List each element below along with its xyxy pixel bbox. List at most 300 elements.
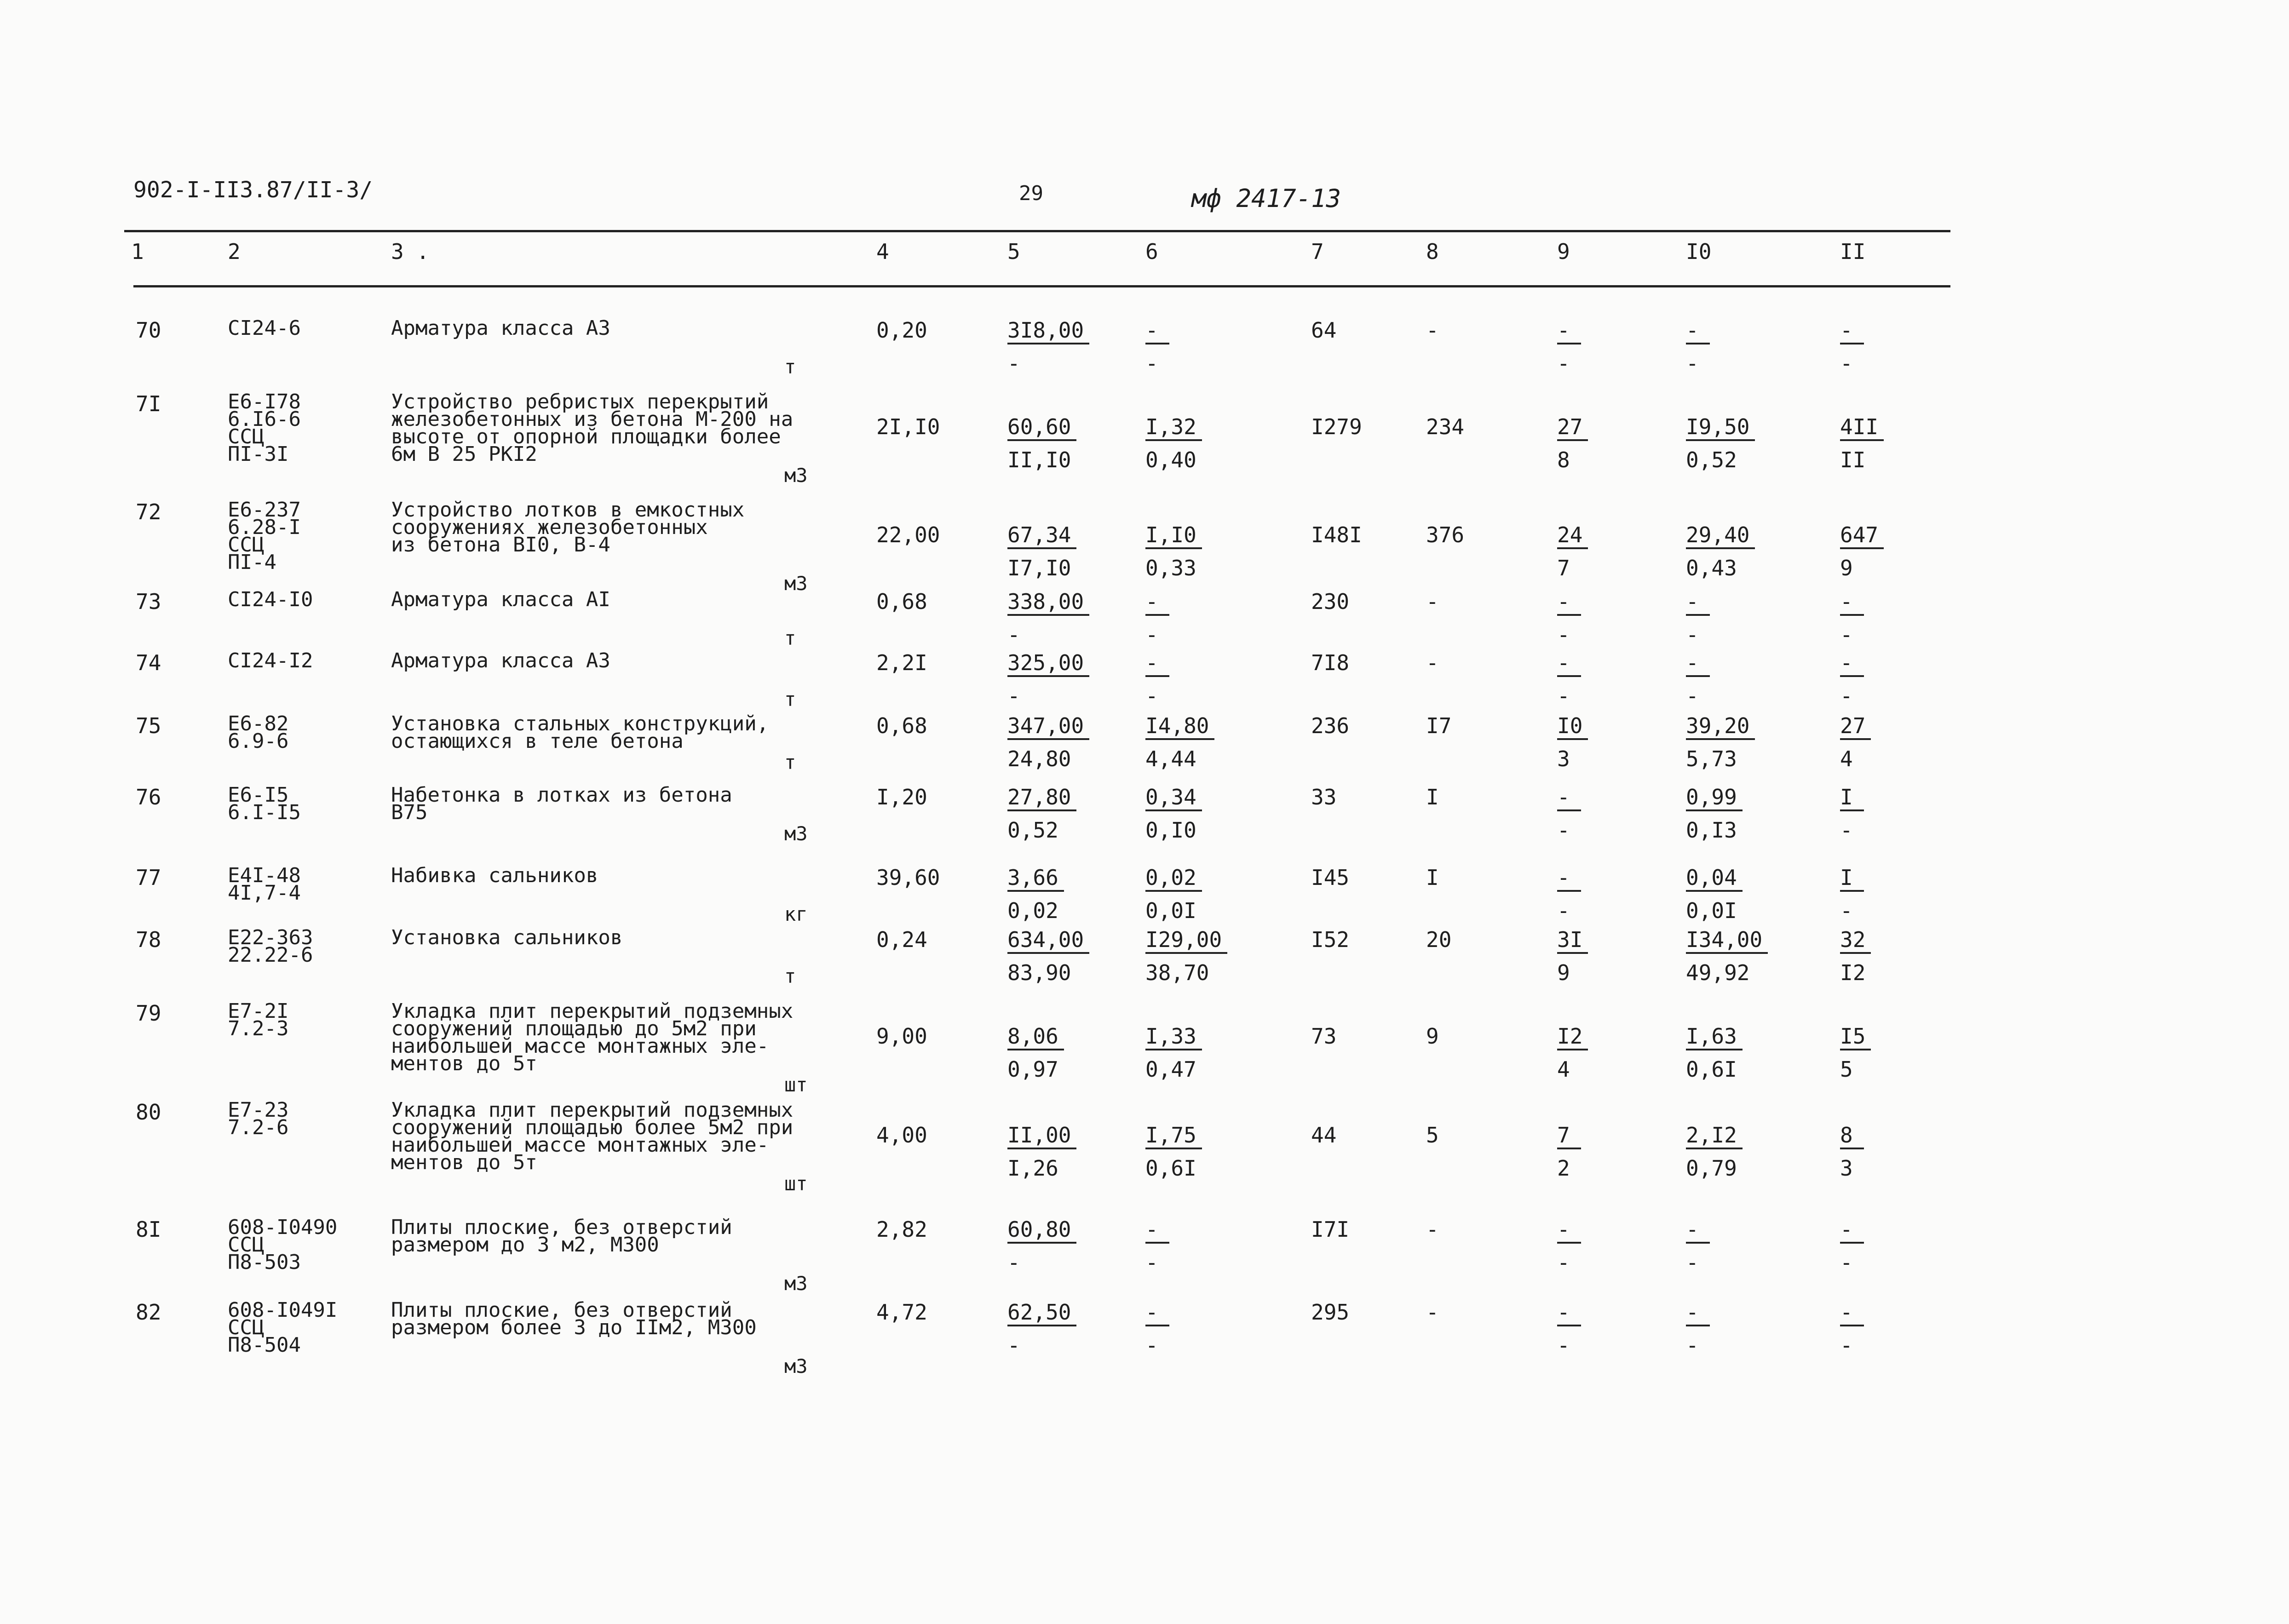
work-description-line: Устройство лотков в емкостных <box>391 498 745 522</box>
unit-cost-total-denominator: I,26 <box>1007 1156 1058 1181</box>
unit-cost-machines-numerator: I,75 <box>1145 1125 1202 1149</box>
unit-cost-total <box>1007 1026 1064 1080</box>
unit-cost-machines-denominator: 0,0I <box>1145 898 1196 923</box>
unit-cost-machines <box>1145 1125 1202 1179</box>
unit-cost-machines <box>1145 1302 1169 1356</box>
work-description-line: высоте от опорной площадки более <box>391 425 781 448</box>
unit-cost-machines <box>1145 591 1169 645</box>
column-header-3: 3 . <box>391 239 430 264</box>
unit-of-measure: м3 <box>784 1355 808 1377</box>
unit-cost-total-denominator: I7,I0 <box>1007 556 1071 580</box>
labor-total-denominator: 9 <box>1840 556 1853 580</box>
rate-code-line: П8-504 <box>228 1333 301 1357</box>
labor-per-unit <box>1686 652 1710 706</box>
rate-code-line: ПI-4 <box>228 551 276 574</box>
unit-of-measure: м3 <box>784 572 808 595</box>
rate-code-line: 4I,7-4 <box>228 881 301 905</box>
unit-cost-total <box>1007 1302 1076 1356</box>
column-header-10: I0 <box>1686 239 1712 264</box>
unit-of-measure: т <box>784 688 796 711</box>
column-header-4: 4 <box>876 239 889 264</box>
labor-total-numerator: 4II <box>1840 416 1884 441</box>
machine-cost-denominator: - <box>1557 898 1570 923</box>
unit-cost-total-denominator: - <box>1007 1333 1020 1358</box>
rate-code-line: CI24-I2 <box>228 649 313 672</box>
work-description-line: Укладка плит перекрытий подземных <box>391 1098 794 1122</box>
wages-cost: - <box>1426 1300 1439 1325</box>
machine-cost <box>1557 416 1588 471</box>
labor-per-unit <box>1686 524 1755 579</box>
labor-per-unit <box>1686 1125 1743 1179</box>
quantity: I,20 <box>876 785 927 809</box>
quantity: 4,00 <box>876 1123 927 1148</box>
unit-cost-total <box>1007 1219 1076 1273</box>
labor-per-unit-numerator: - <box>1686 1219 1710 1244</box>
labor-total-denominator: II <box>1840 448 1866 472</box>
labor-total-denominator: I2 <box>1840 960 1866 985</box>
machine-cost <box>1557 591 1581 645</box>
labor-total-numerator: - <box>1840 1302 1864 1326</box>
labor-per-unit-numerator: 39,20 <box>1686 715 1755 740</box>
quantity: 2,82 <box>876 1217 927 1242</box>
machine-cost-numerator: - <box>1557 1219 1581 1244</box>
labor-per-unit-denominator: - <box>1686 1250 1699 1275</box>
labor-total-denominator: 5 <box>1840 1057 1853 1082</box>
machine-cost <box>1557 786 1581 841</box>
quantity: 0,24 <box>876 927 927 952</box>
labor-total-numerator: 27 <box>1840 715 1871 740</box>
labor-per-unit <box>1686 416 1755 471</box>
labor-per-unit-denominator: 5,73 <box>1686 746 1737 771</box>
column-header-11: II <box>1840 239 1866 264</box>
labor-per-unit <box>1686 1026 1743 1080</box>
unit-cost-machines-numerator: - <box>1145 320 1169 344</box>
unit-cost-total <box>1007 715 1089 769</box>
unit-cost-total-numerator: 60,80 <box>1007 1219 1076 1244</box>
work-description-line: Арматура класса АI <box>391 588 610 611</box>
rate-code-line: 6.9-6 <box>228 729 289 753</box>
labor-total-numerator: - <box>1840 320 1864 344</box>
machine-cost-numerator: - <box>1557 1302 1581 1326</box>
unit-of-measure: м3 <box>784 1272 808 1295</box>
unit-cost-total-denominator: II,I0 <box>1007 448 1071 472</box>
machine-cost-denominator: - <box>1557 818 1570 843</box>
row-number: 82 <box>136 1300 161 1325</box>
rate-code-line: Е6-237 <box>228 498 301 522</box>
labor-per-unit-denominator: 0,0I <box>1686 898 1737 923</box>
labor-total-denominator: - <box>1840 898 1853 923</box>
labor-per-unit-numerator: - <box>1686 652 1710 677</box>
unit-cost-total-denominator: 0,02 <box>1007 898 1058 923</box>
machine-cost-numerator: - <box>1557 652 1581 677</box>
unit-cost-machines-denominator: - <box>1145 683 1158 708</box>
labor-per-unit-denominator: - <box>1686 622 1699 647</box>
row-number: 8I <box>136 1217 161 1242</box>
machine-cost <box>1557 1302 1581 1356</box>
labor-total-denominator: 4 <box>1840 746 1853 771</box>
unit-cost-total-numerator: 27,80 <box>1007 786 1076 811</box>
unit-cost-machines <box>1145 416 1202 471</box>
quantity: 22,00 <box>876 522 940 547</box>
labor-total <box>1840 1302 1864 1356</box>
rate-code-line: Е22-363 <box>228 926 313 949</box>
unit-cost-machines <box>1145 524 1202 579</box>
unit-cost-machines-denominator: 0,33 <box>1145 556 1196 580</box>
rate-code-line: CI24-I0 <box>228 588 313 611</box>
unit-cost-machines-denominator: 4,44 <box>1145 746 1196 771</box>
unit-cost-total-denominator: - <box>1007 1250 1020 1275</box>
unit-of-measure: шт <box>784 1172 808 1195</box>
document-code: 902-I-II3.87/II-3/ <box>133 177 373 203</box>
work-description-line: размером до 3 м2, М300 <box>391 1233 659 1257</box>
machine-cost-denominator: - <box>1557 683 1570 708</box>
wages-cost: 376 <box>1426 522 1465 547</box>
column-header-2: 2 <box>228 239 241 264</box>
sheet-stamp: мф 2417-13 <box>1191 184 1341 213</box>
machine-cost <box>1557 929 1588 983</box>
machine-cost-numerator: - <box>1557 786 1581 811</box>
page-number: 29 <box>1019 182 1043 205</box>
machine-cost-numerator: - <box>1557 867 1581 892</box>
labor-total-denominator: - <box>1840 622 1853 647</box>
row-number: 73 <box>136 589 161 614</box>
work-description-line: В75 <box>391 801 428 824</box>
unit-cost-total-numerator: 62,50 <box>1007 1302 1076 1326</box>
machine-cost-numerator: 3I <box>1557 929 1588 954</box>
column-header-6: 6 <box>1145 239 1158 264</box>
work-description-line: сооружениях железобетонных <box>391 516 708 539</box>
total-cost: 44 <box>1311 1123 1337 1148</box>
unit-of-measure: т <box>784 965 796 987</box>
unit-cost-machines-denominator: - <box>1145 351 1158 376</box>
labor-total-numerator: I5 <box>1840 1026 1871 1050</box>
unit-cost-machines <box>1145 715 1214 769</box>
wages-cost: I <box>1426 865 1439 890</box>
work-description-line: из бетона ВI0, В-4 <box>391 533 610 557</box>
work-description-line: наибольшей массе монтажных эле- <box>391 1034 769 1058</box>
unit-cost-total-denominator: 0,97 <box>1007 1057 1058 1082</box>
rate-code-line: Е6-82 <box>228 712 289 735</box>
labor-per-unit <box>1686 786 1743 841</box>
labor-per-unit-numerator: - <box>1686 320 1710 344</box>
machine-cost-denominator: - <box>1557 1250 1570 1275</box>
work-description-line: 6м В 25 РКI2 <box>391 442 537 466</box>
work-description-line: Набивка сальников <box>391 864 598 887</box>
machine-cost <box>1557 652 1581 706</box>
unit-cost-total <box>1007 786 1076 841</box>
labor-per-unit-numerator: - <box>1686 591 1710 616</box>
unit-cost-machines <box>1145 786 1202 841</box>
rate-code-line: Е4I-48 <box>228 864 301 887</box>
labor-total <box>1840 1125 1864 1179</box>
work-description-line: Плиты плоские, без отверстий <box>391 1298 732 1322</box>
unit-cost-machines-denominator: - <box>1145 1250 1158 1275</box>
work-description-line: сооружений площадью более 5м2 при <box>391 1116 794 1139</box>
unit-cost-machines <box>1145 929 1227 983</box>
wages-cost: 234 <box>1426 414 1465 439</box>
machine-cost-denominator: 2 <box>1557 1156 1570 1181</box>
rate-code-line: 22.22-6 <box>228 943 313 967</box>
total-cost: I48I <box>1311 522 1362 547</box>
labor-per-unit-denominator: - <box>1686 683 1699 708</box>
wages-cost: I7 <box>1426 713 1452 738</box>
unit-cost-machines-numerator: I4,80 <box>1145 715 1214 740</box>
quantity: 39,60 <box>876 865 940 890</box>
rate-code-line: 6.I6-6 <box>228 407 301 431</box>
total-cost: I7I <box>1311 1217 1350 1242</box>
unit-of-measure: т <box>784 356 796 378</box>
unit-cost-total-denominator: 0,52 <box>1007 818 1058 843</box>
total-cost: 230 <box>1311 589 1350 614</box>
machine-cost-denominator: 3 <box>1557 746 1570 771</box>
labor-per-unit-numerator: 0,04 <box>1686 867 1743 892</box>
rate-code-line: ССЦ <box>228 1316 265 1339</box>
machine-cost-numerator: I2 <box>1557 1026 1588 1050</box>
labor-total <box>1840 929 1871 983</box>
unit-cost-total-numerator: II,00 <box>1007 1125 1076 1149</box>
unit-cost-total <box>1007 591 1089 645</box>
total-cost: 7I8 <box>1311 650 1350 675</box>
unit-cost-total <box>1007 1125 1076 1179</box>
table-header-rule <box>133 285 1950 287</box>
unit-of-measure: шт <box>784 1073 808 1096</box>
unit-cost-machines <box>1145 1219 1169 1273</box>
quantity: 9,00 <box>876 1024 927 1049</box>
labor-total <box>1840 652 1864 706</box>
unit-cost-machines-denominator: 0,I0 <box>1145 818 1196 843</box>
total-cost: I279 <box>1311 414 1362 439</box>
unit-cost-total-numerator: 3I8,00 <box>1007 320 1089 344</box>
rate-code-line: Е7-2I <box>228 999 289 1023</box>
labor-per-unit-denominator: - <box>1686 1333 1699 1358</box>
unit-cost-total-denominator: - <box>1007 351 1020 376</box>
unit-of-measure: т <box>784 751 796 774</box>
unit-cost-machines-numerator: 0,34 <box>1145 786 1202 811</box>
rate-code-line: ССЦ <box>228 1233 265 1257</box>
unit-cost-machines <box>1145 1026 1202 1080</box>
unit-cost-total-numerator: 325,00 <box>1007 652 1089 677</box>
work-description-line: Набетонка в лотках из бетона <box>391 783 732 807</box>
labor-total-denominator: - <box>1840 351 1853 376</box>
unit-cost-machines-numerator: I,33 <box>1145 1026 1202 1050</box>
row-number: 78 <box>136 927 161 952</box>
unit-cost-machines <box>1145 867 1202 921</box>
unit-cost-total-denominator: 83,90 <box>1007 960 1071 985</box>
machine-cost-denominator: - <box>1557 351 1570 376</box>
unit-cost-total <box>1007 929 1089 983</box>
unit-cost-machines-denominator: 0,40 <box>1145 448 1196 472</box>
row-number: 7I <box>136 391 161 416</box>
unit-cost-total-denominator: 24,80 <box>1007 746 1071 771</box>
machine-cost-denominator: 8 <box>1557 448 1570 472</box>
unit-cost-total-denominator: - <box>1007 683 1020 708</box>
work-description-line: Плиты плоские, без отверстий <box>391 1216 732 1239</box>
work-description-line: Укладка плит перекрытий подземных <box>391 999 794 1023</box>
quantity: 0,20 <box>876 318 927 343</box>
unit-cost-total <box>1007 867 1064 921</box>
wages-cost: 5 <box>1426 1123 1439 1148</box>
labor-total <box>1840 591 1864 645</box>
machine-cost-numerator: - <box>1557 591 1581 616</box>
rate-code-line: 7.2-3 <box>228 1017 289 1040</box>
rate-code-line: П8-503 <box>228 1251 301 1274</box>
work-description-line: Установка стальных конструкций, <box>391 712 769 735</box>
labor-total-numerator: 8 <box>1840 1125 1864 1149</box>
work-description-line: Устройство ребристых перекрытий <box>391 390 769 413</box>
rate-code-line: 6.I-I5 <box>228 801 301 824</box>
work-description-line: Установка сальников <box>391 926 623 949</box>
work-description-line: размером более 3 до IIм2, М300 <box>391 1316 757 1339</box>
row-number: 79 <box>136 1001 161 1026</box>
work-description-line: наибольшей массе монтажных эле- <box>391 1133 769 1157</box>
row-number: 80 <box>136 1100 161 1125</box>
machine-cost-numerator: 24 <box>1557 524 1588 549</box>
wages-cost: - <box>1426 1217 1439 1242</box>
unit-cost-machines-denominator: 0,47 <box>1145 1057 1196 1082</box>
unit-of-measure: кг <box>784 903 808 925</box>
unit-cost-machines-numerator: I29,00 <box>1145 929 1227 954</box>
labor-per-unit <box>1686 1302 1710 1356</box>
row-number: 77 <box>136 865 161 890</box>
labor-total-numerator: - <box>1840 591 1864 616</box>
row-number: 70 <box>136 318 161 343</box>
labor-per-unit <box>1686 929 1768 983</box>
labor-total <box>1840 715 1871 769</box>
machine-cost-denominator: - <box>1557 622 1570 647</box>
wages-cost: - <box>1426 589 1439 614</box>
labor-total <box>1840 416 1884 471</box>
labor-total-numerator: - <box>1840 652 1864 677</box>
labor-per-unit-numerator: I,63 <box>1686 1026 1743 1050</box>
quantity: 4,72 <box>876 1300 927 1325</box>
unit-cost-machines-denominator: - <box>1145 622 1158 647</box>
unit-cost-machines-denominator: 0,6I <box>1145 1156 1196 1181</box>
labor-per-unit-denominator: 0,6I <box>1686 1057 1737 1082</box>
labor-per-unit-numerator: I34,00 <box>1686 929 1768 954</box>
labor-total-numerator: - <box>1840 1219 1864 1244</box>
wages-cost: - <box>1426 318 1439 343</box>
table-top-rule <box>124 230 1950 232</box>
unit-cost-machines-numerator: - <box>1145 652 1169 677</box>
unit-cost-total-numerator: 8,06 <box>1007 1026 1064 1050</box>
column-header-1: 1 <box>131 239 144 264</box>
rate-code-line: Е6-I5 <box>228 783 289 807</box>
unit-cost-total-numerator: 338,00 <box>1007 591 1089 616</box>
total-cost: I52 <box>1311 927 1350 952</box>
column-header-7: 7 <box>1311 239 1324 264</box>
labor-per-unit-denominator: 0,I3 <box>1686 818 1737 843</box>
unit-cost-machines <box>1145 652 1169 706</box>
machine-cost <box>1557 1219 1581 1273</box>
machine-cost-numerator: 7 <box>1557 1125 1581 1149</box>
unit-cost-machines-numerator: I,I0 <box>1145 524 1202 549</box>
unit-of-measure: м3 <box>784 822 808 845</box>
unit-cost-machines <box>1145 320 1169 374</box>
column-header-8: 8 <box>1426 239 1439 264</box>
labor-total-numerator: I <box>1840 867 1864 892</box>
row-number: 75 <box>136 713 161 738</box>
labor-per-unit <box>1686 320 1710 374</box>
unit-cost-total <box>1007 524 1076 579</box>
wages-cost: 9 <box>1426 1024 1439 1049</box>
labor-per-unit <box>1686 867 1743 921</box>
quantity: 2,2I <box>876 650 927 675</box>
labor-total <box>1840 524 1884 579</box>
unit-of-measure: т <box>784 627 796 649</box>
labor-total <box>1840 1026 1871 1080</box>
rate-code-line: 608-I0490 <box>228 1216 338 1239</box>
rate-code-line: 7.2-6 <box>228 1116 289 1139</box>
work-description-line: железобетонных из бетона М-200 на <box>391 407 794 431</box>
unit-cost-total-numerator: 60,60 <box>1007 416 1076 441</box>
labor-total <box>1840 867 1864 921</box>
unit-of-measure: м3 <box>784 464 808 487</box>
rate-code-line: 608-I049I <box>228 1298 338 1322</box>
machine-cost <box>1557 715 1588 769</box>
rate-code-line: ССЦ <box>228 425 265 448</box>
machine-cost <box>1557 1026 1588 1080</box>
machine-cost-denominator: - <box>1557 1333 1570 1358</box>
work-description-line: ментов до 5т <box>391 1151 537 1174</box>
labor-per-unit-denominator: 0,52 <box>1686 448 1737 472</box>
wages-cost: 20 <box>1426 927 1452 952</box>
wages-cost: - <box>1426 650 1439 675</box>
unit-cost-total <box>1007 320 1089 374</box>
machine-cost <box>1557 320 1581 374</box>
unit-cost-total <box>1007 652 1089 706</box>
work-description-line: остающихся в теле бетона <box>391 729 684 753</box>
labor-per-unit-denominator: 0,79 <box>1686 1156 1737 1181</box>
quantity: 0,68 <box>876 589 927 614</box>
labor-total-numerator: 32 <box>1840 929 1871 954</box>
machine-cost-denominator: 9 <box>1557 960 1570 985</box>
wages-cost: I <box>1426 785 1439 809</box>
labor-per-unit-numerator: 0,99 <box>1686 786 1743 811</box>
unit-cost-machines-denominator: - <box>1145 1333 1158 1358</box>
rate-code-line: 6.28-I <box>228 516 301 539</box>
unit-cost-machines-numerator: - <box>1145 1302 1169 1326</box>
work-description-line: Арматура класса А3 <box>391 649 610 672</box>
unit-cost-machines-denominator: 38,70 <box>1145 960 1209 985</box>
rate-code-line: ПI-3I <box>228 442 289 466</box>
unit-cost-total-denominator: - <box>1007 622 1020 647</box>
unit-cost-machines-numerator: - <box>1145 1219 1169 1244</box>
labor-total-denominator: - <box>1840 683 1853 708</box>
labor-per-unit <box>1686 591 1710 645</box>
machine-cost-denominator: 7 <box>1557 556 1570 580</box>
labor-total-denominator: 3 <box>1840 1156 1853 1181</box>
labor-total <box>1840 320 1864 374</box>
labor-per-unit-denominator: - <box>1686 351 1699 376</box>
total-cost: 73 <box>1311 1024 1337 1049</box>
unit-cost-total <box>1007 416 1076 471</box>
machine-cost-numerator: I0 <box>1557 715 1588 740</box>
rate-code-line: Е7-23 <box>228 1098 289 1122</box>
labor-total-denominator: - <box>1840 1333 1853 1358</box>
machine-cost-numerator: - <box>1557 320 1581 344</box>
machine-cost-denominator: 4 <box>1557 1057 1570 1082</box>
machine-cost <box>1557 524 1588 579</box>
row-number: 74 <box>136 650 161 675</box>
labor-per-unit <box>1686 715 1755 769</box>
unit-cost-total-numerator: 3,66 <box>1007 867 1064 892</box>
work-description-line: Арматура класса А3 <box>391 316 610 340</box>
labor-per-unit-numerator: 29,40 <box>1686 524 1755 549</box>
unit-cost-total-numerator: 67,34 <box>1007 524 1076 549</box>
labor-total-numerator: 647 <box>1840 524 1884 549</box>
labor-per-unit-denominator: 0,43 <box>1686 556 1737 580</box>
quantity: 2I,I0 <box>876 414 940 439</box>
